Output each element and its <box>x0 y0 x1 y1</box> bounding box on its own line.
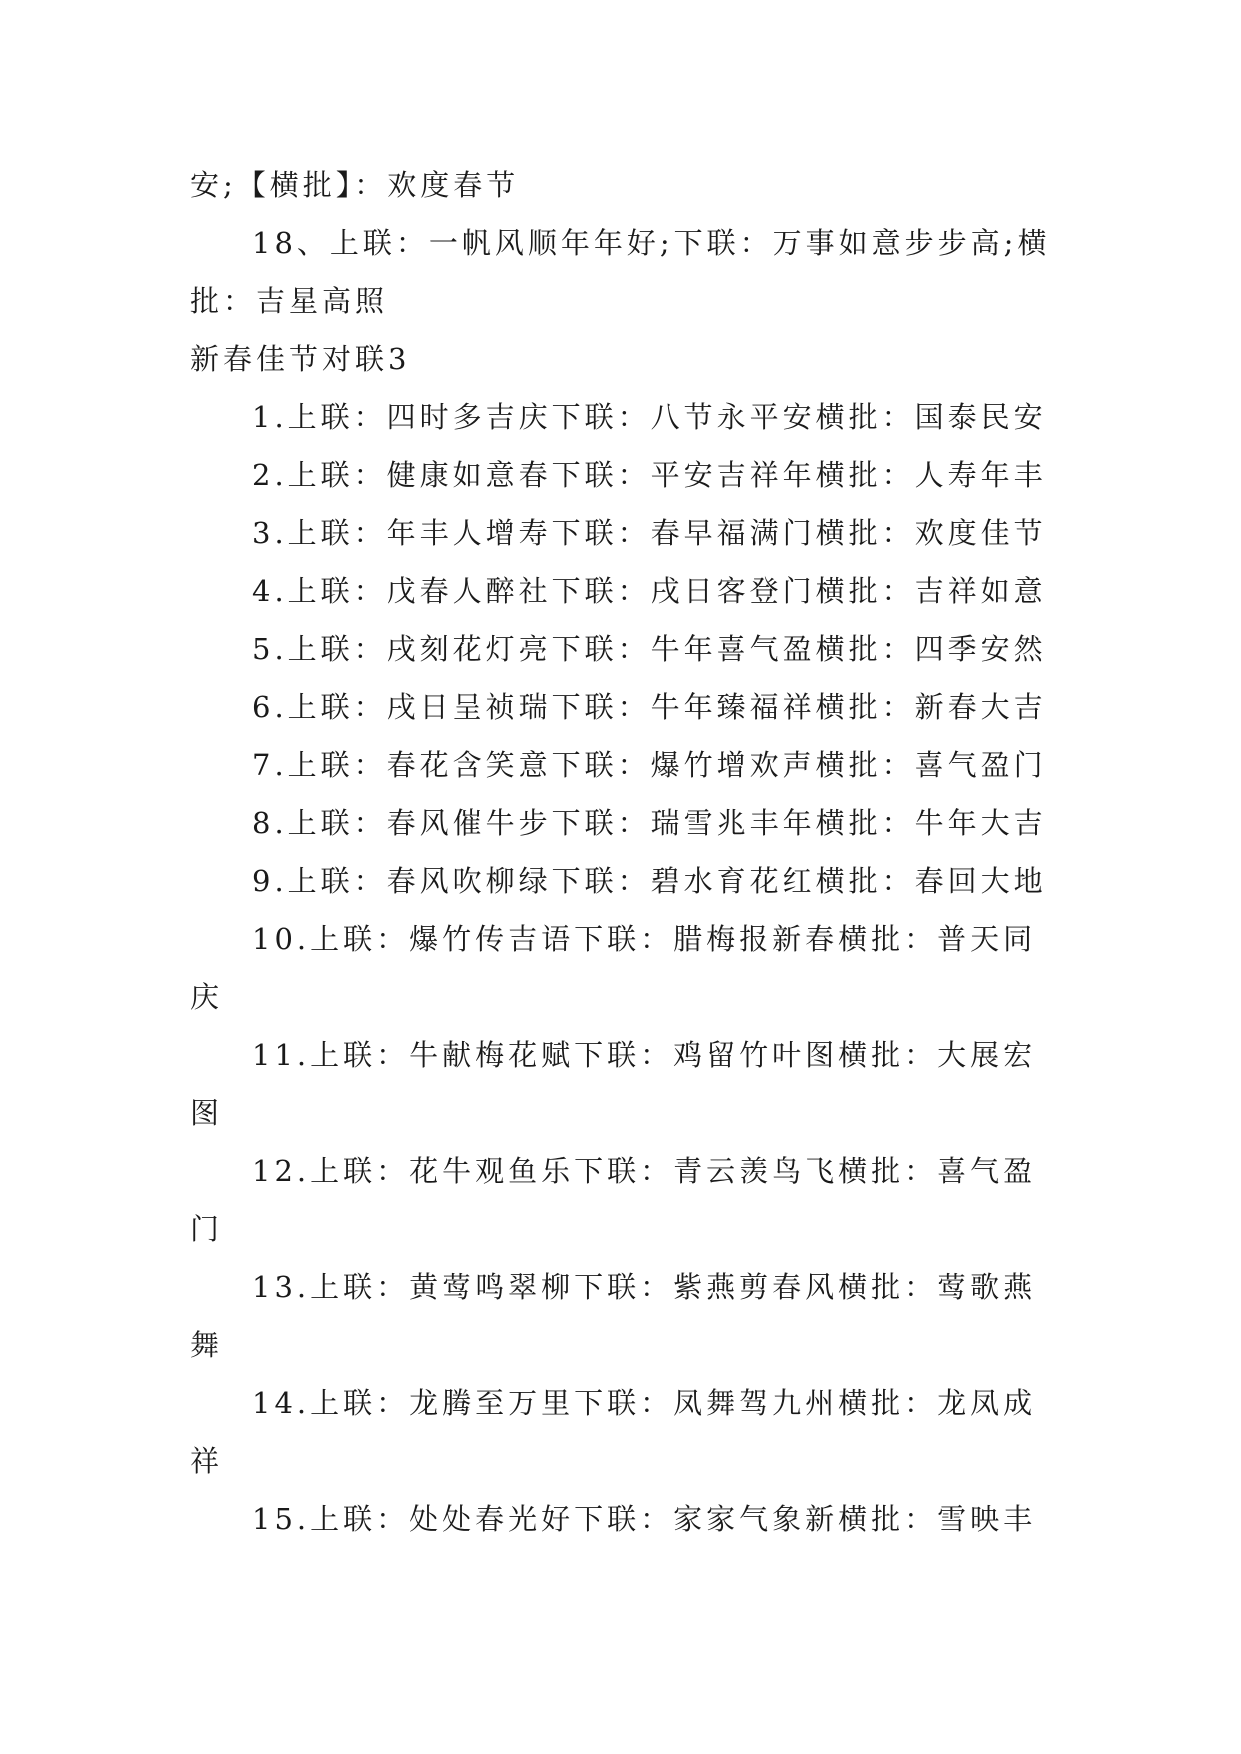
text-line: 新春佳节对联3 <box>190 342 411 376</box>
text-line: 1.上联：四时多吉庆下联：八节永平安横批：国泰民安 <box>252 400 1047 434</box>
text-line: 14.上联：龙腾至万里下联：凤舞驾九州横批：龙凤成 <box>252 1386 1037 1420</box>
text-line: 6.上联：戌日呈祯瑞下联：牛年臻福祥横批：新春大吉 <box>252 690 1047 724</box>
text-line: 9.上联：春风吹柳绿下联：碧水育花红横批：春回大地 <box>252 864 1047 898</box>
text-line: 舞 <box>190 1328 224 1362</box>
text-line: 4.上联：戊春人醉社下联：戌日客登门横批：吉祥如意 <box>252 574 1047 608</box>
text-line: 庆 <box>190 980 224 1014</box>
document-body <box>190 156 1050 1548</box>
text-line: 祥 <box>190 1444 224 1478</box>
text-line: 安;【横批】：欢度春节 <box>190 168 520 202</box>
text-line: 2.上联：健康如意春下联：平安吉祥年横批：人寿年丰 <box>252 458 1047 492</box>
text-line: 18、上联：一帆风顺年年好;下联：万事如意步步高;横 <box>252 226 1051 260</box>
text-line: 10.上联：爆竹传吉语下联：腊梅报新春横批：普天同 <box>252 922 1037 956</box>
text-line: 12.上联：花牛观鱼乐下联：青云羡鸟飞横批：喜气盈 <box>252 1154 1037 1188</box>
text-line: 批：吉星高照 <box>190 284 389 318</box>
text-line: 11.上联：牛献梅花赋下联：鸡留竹叶图横批：大展宏 <box>252 1038 1037 1072</box>
text-line: 13.上联：黄莺鸣翠柳下联：紫燕剪春风横批：莺歌燕 <box>252 1270 1037 1304</box>
text-line: 5.上联：戌刻花灯亮下联：牛年喜气盈横批：四季安然 <box>252 632 1047 666</box>
text-line: 8.上联：春风催牛步下联：瑞雪兆丰年横批：牛年大吉 <box>252 806 1047 840</box>
text-line: 15.上联：处处春光好下联：家家气象新横批：雪映丰 <box>252 1502 1037 1536</box>
text-line: 门 <box>190 1212 224 1246</box>
text-line: 7.上联：春花含笑意下联：爆竹增欢声横批：喜气盈门 <box>252 748 1047 782</box>
text-line: 3.上联：年丰人增寿下联：春早福满门横批：欢度佳节 <box>252 516 1047 550</box>
text-line: 图 <box>190 1096 224 1130</box>
